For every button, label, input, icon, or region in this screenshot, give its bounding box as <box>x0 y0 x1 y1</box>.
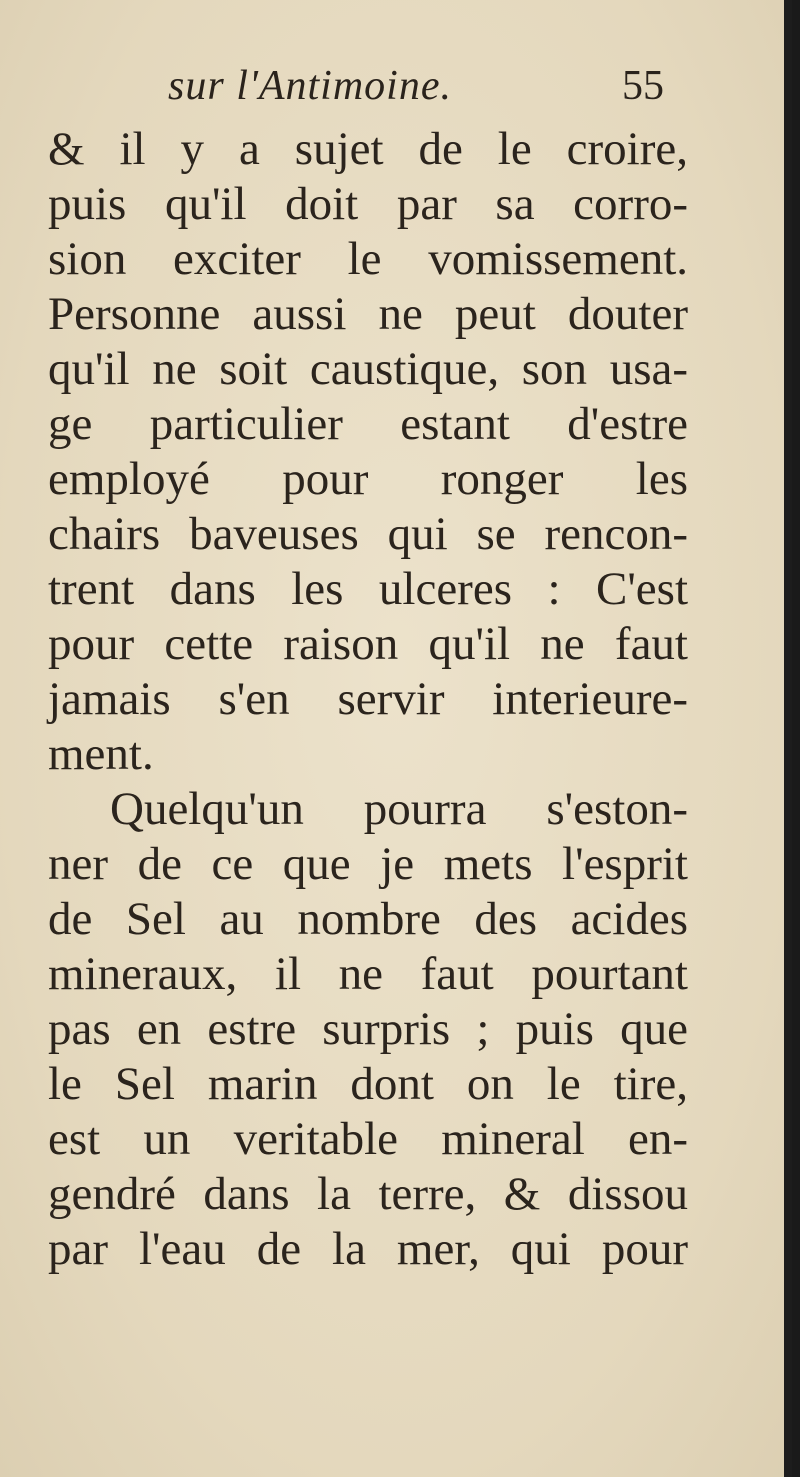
scan-edge <box>784 0 792 1477</box>
text-line: employé pour ronger les <box>48 453 688 505</box>
text-line: trent dans les ulceres : C'est <box>48 563 688 615</box>
body-text <box>48 122 688 1277</box>
text-line: gendré dans la terre, & dissou <box>48 1168 688 1220</box>
text-line: pas en estre surpris ; puis que <box>48 1003 688 1055</box>
text-line: & il y a sujet de le croire, <box>48 123 688 175</box>
text-line: Personne aussi ne peut douter <box>48 288 688 340</box>
text-line: mineraux, il ne faut pourtant <box>48 948 688 1000</box>
text-line: de Sel au nombre des acides <box>48 893 688 945</box>
text-line: ge particulier estant d'estre <box>48 398 688 450</box>
text-line: le Sel marin dont on le tire, <box>48 1058 688 1110</box>
running-head-title: sur l'Antimoine. <box>168 63 452 109</box>
page-number: 55 <box>622 63 664 109</box>
text-line: ner de ce que je mets l'esprit <box>48 838 688 890</box>
text-line: Quelqu'un pourra s'eston- <box>110 783 688 835</box>
text-line: puis qu'il doit par sa corro- <box>48 178 688 230</box>
text-line: ment. <box>48 728 154 780</box>
text-line: qu'il ne soit caustique, son usa- <box>48 343 688 395</box>
text-line: chairs baveuses qui se rencon- <box>48 508 688 560</box>
text-line: jamais s'en servir interieure- <box>48 673 688 725</box>
text-line: sion exciter le vomissement. <box>48 233 688 285</box>
text-line: est un veritable mineral en- <box>48 1113 688 1165</box>
running-head <box>50 62 690 122</box>
text-line: pour cette raison qu'il ne faut <box>48 618 688 670</box>
text-line: par l'eau de la mer, qui pour <box>48 1223 688 1275</box>
